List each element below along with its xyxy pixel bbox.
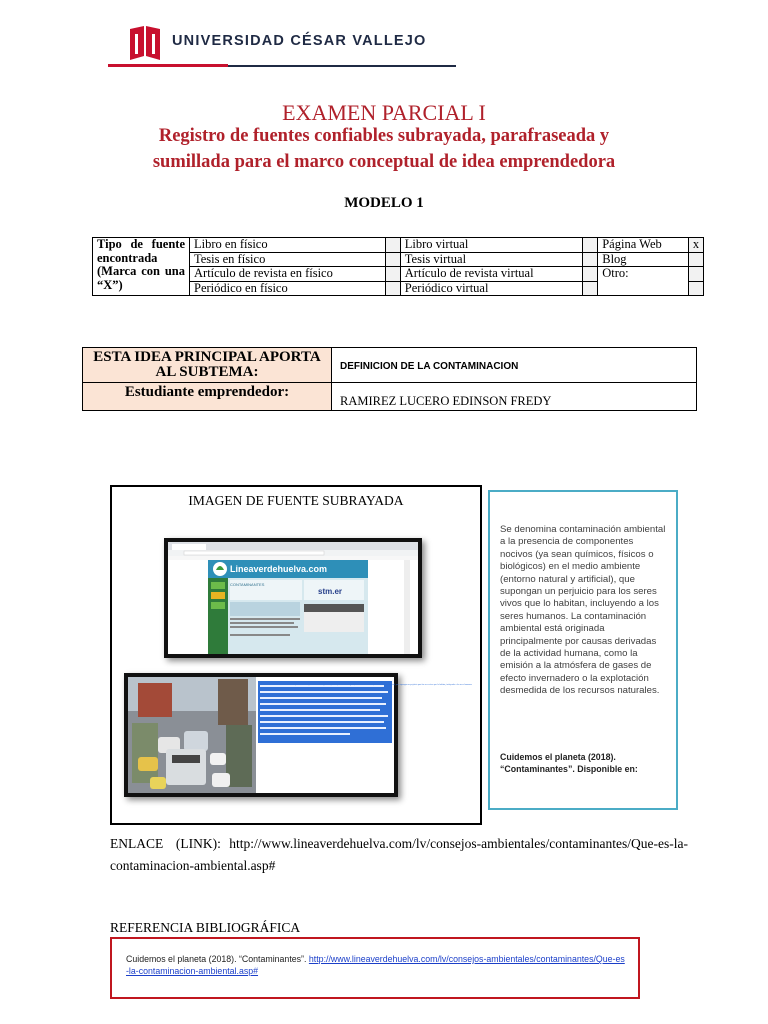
idea-table (82, 347, 697, 411)
website-screenshot (168, 542, 418, 654)
reference-box (110, 937, 640, 999)
option-mark-cell[interactable] (385, 267, 400, 282)
subtheme-value (332, 348, 697, 383)
option-label: Artículo de revista virtual (400, 267, 582, 282)
highlighted-article-screenshot (128, 677, 473, 793)
reference-text (126, 953, 626, 977)
website-screenshot-graphic (168, 542, 418, 654)
option-mark-cell[interactable] (583, 252, 598, 267)
option-label: Periódico virtual (400, 281, 582, 296)
header-divider-navy (228, 65, 456, 67)
option-mark-cell[interactable] (583, 238, 598, 253)
article-screenshot-graphic (128, 677, 473, 793)
exam-subtitle-line-1: Registro de fuentes confiables subrayada, parafraseada y (158, 126, 610, 146)
option-label: Blog (598, 252, 689, 267)
header-divider-red (108, 64, 228, 67)
option-label: Tesis en físico (190, 252, 386, 267)
option-mark-cell[interactable] (385, 252, 400, 267)
university-name: UNIVERSIDAD CÉSAR VALLEJO (172, 33, 427, 49)
option-label: Otro: (598, 267, 689, 296)
option-mark-cell[interactable] (689, 267, 704, 282)
site-logo-text: Lineaverdehuelva.com (230, 564, 328, 574)
source-link[interactable]: http://www.lineaverdehuelva.com/lv/consejos-ambientales/contaminantes/Que-es-la-contaminacion-ambiental.asp# (110, 836, 688, 873)
source-link-paragraph (110, 833, 688, 877)
highlighted-text: Se denomina contaminación ambiental a la presencia de componentes nocivos (ya sean químicos, físicos o biológicos) en el medio ambiente (entorno natural o artificial), que supongan un perjuicio para los seres vivos que lo habitan, incluyendo a los seres humanos. (260, 684, 473, 686)
svg-text:stm.er: stm.er (318, 587, 343, 596)
summary-citation: Cuidemos el planeta (2018). “Contaminantes”. Disponible en: (500, 752, 638, 774)
reference-prefix: Cuidemos el planeta (2018). “Contaminantes”. (126, 954, 307, 964)
site-panel-heading: CONTAMINANTES (230, 582, 265, 587)
option-mark-cell[interactable] (583, 267, 598, 282)
table-row (83, 348, 697, 383)
option-label: Libro virtual (400, 238, 582, 253)
option-label: Artículo de revista en físico (190, 267, 386, 282)
option-mark-cell[interactable] (689, 281, 704, 296)
option-mark-cell[interactable] (385, 238, 400, 253)
source-image-box (110, 485, 482, 825)
table-row (93, 238, 704, 253)
option-mark-cell[interactable] (583, 281, 598, 296)
option-label: Libro en físico (190, 238, 386, 253)
model-title: MODELO 1 (344, 195, 424, 211)
subtheme-text: DEFINICION DE LA CONTAMINACION (340, 360, 519, 372)
student-value: RAMIREZ LUCERO EDINSON FREDY (332, 383, 697, 411)
option-mark-cell[interactable]: x (689, 238, 704, 253)
table-row (83, 383, 697, 411)
image-box-title: IMAGEN DE FUENTE SUBRAYADA (188, 493, 404, 508)
option-mark-cell[interactable] (385, 281, 400, 296)
option-label: Tesis virtual (400, 252, 582, 267)
university-logo-icon (128, 26, 162, 60)
reference-heading: REFERENCIA BIBLIOGRÁFICA (110, 920, 301, 935)
source-type-table (92, 237, 704, 296)
student-label: Estudiante emprendedor: (83, 383, 332, 411)
exam-subtitle-line-2: sumillada para el marco conceptual de idea emprendedora (152, 152, 616, 172)
option-label: Periódico en físico (190, 281, 386, 296)
summary-box (488, 490, 678, 810)
summary-text: Se denomina contaminación ambiental a la presencia de componentes nocivos (ya sean químicos, físicos o biológicos) en el medio ambiente (entorno natural y artificial), que supongan un perjuicio para los seres vivos que lo habitan, incluyendo a los seres humanos. La contaminación ambiental está originada principalmente por causas derivadas de la actividad humana, como la emisión a la atmósfera de gases de efecto invernadero o la explotación desmedida de los recursos naturales. (500, 524, 666, 697)
link-label: ENLACE (LINK): (110, 836, 221, 851)
option-mark-cell[interactable] (689, 252, 704, 267)
option-label: Página Web (598, 238, 689, 253)
subtheme-label: ESTA IDEA PRINCIPAL APORTA AL SUBTEMA: (83, 348, 332, 383)
exam-title: EXAMEN PARCIAL I (282, 100, 486, 125)
source-type-label: Tipo de fuente encontrada (Marca con una “X”) (93, 238, 190, 296)
reference-link[interactable]: http://www.lineaverdehuelva.com/lv/consejos-ambientales/contaminantes/Que-es-la-contaminacion-ambiental.asp# (126, 954, 625, 976)
